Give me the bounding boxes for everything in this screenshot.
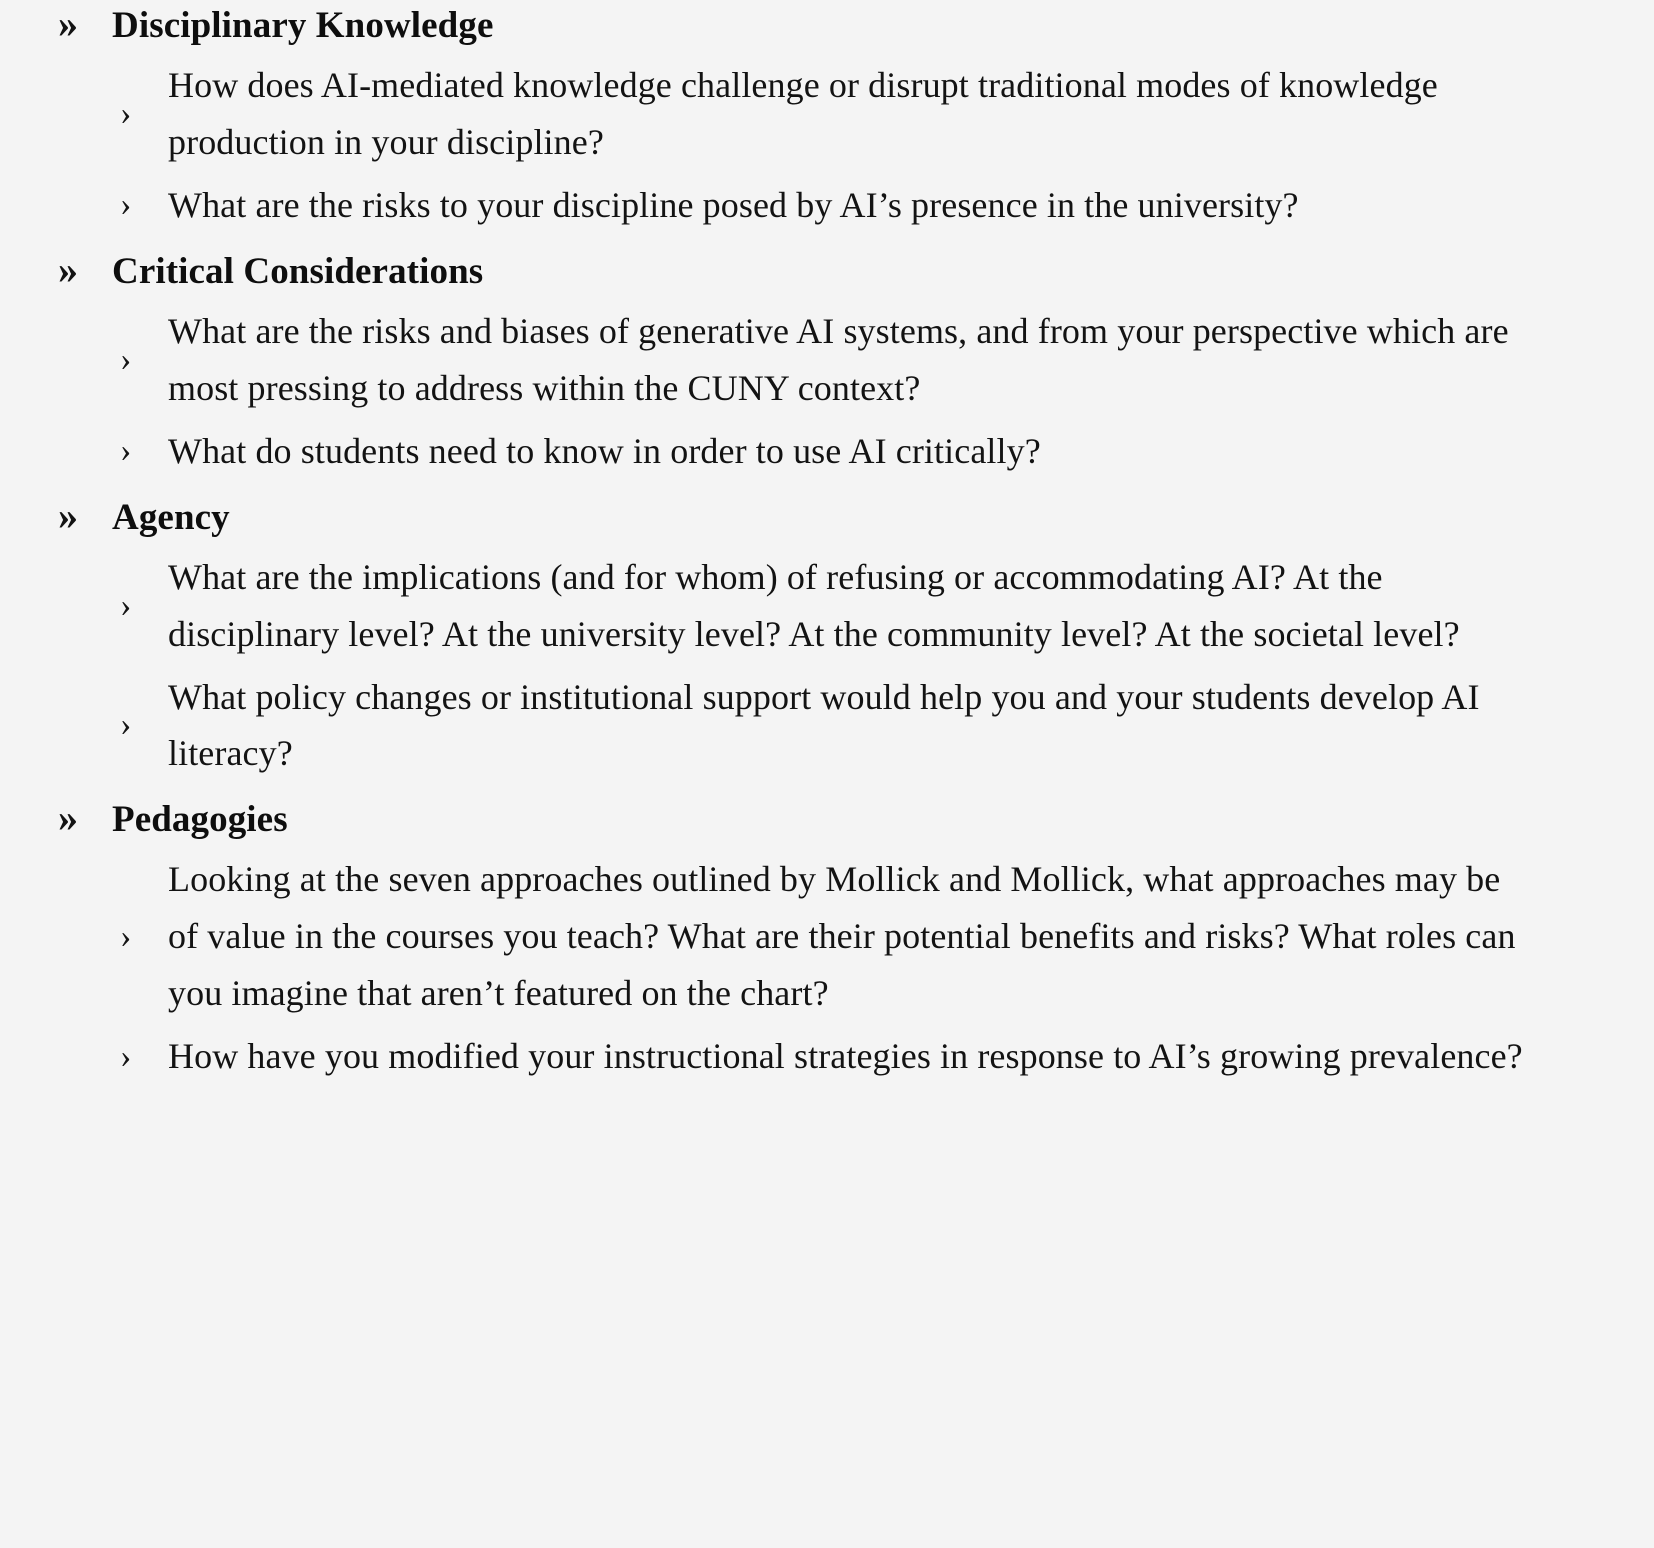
outline-question-item xyxy=(0,669,1654,783)
outline-group-title: Agency xyxy=(112,496,230,538)
double-chevron-icon: » xyxy=(58,795,77,841)
double-chevron-icon: » xyxy=(58,1,77,46)
outline-question-text: What policy changes or institutional support would help you and your students develop AI literacy? xyxy=(168,676,1480,774)
discussion-questions-outline xyxy=(0,1,1654,1085)
outline-group-title: Critical Considerations xyxy=(112,250,484,292)
outline-group xyxy=(0,795,1654,1085)
outline-group-title: Pedagogies xyxy=(112,799,288,841)
outline-group xyxy=(0,1,1654,234)
outline-question-text: What are the risks and biases of generative AI systems, and from your perspective which are most pressing to address within the CUNY context? xyxy=(168,310,1509,408)
outline-question-item xyxy=(0,423,1654,480)
outline-question-list xyxy=(0,851,1654,1085)
outline-question-item xyxy=(0,57,1654,171)
outline-question-item xyxy=(0,177,1654,234)
outline-group-heading xyxy=(0,492,1654,539)
double-chevron-icon: » xyxy=(58,492,77,538)
outline-question-list xyxy=(0,303,1654,480)
chevron-right-icon: › xyxy=(120,706,132,744)
outline-group-heading xyxy=(0,795,1654,841)
outline-question-text: What are the implications (and for whom) of refusing or accommodating AI? At the disciplinary level? At the university level? At the community level? At the societal level? xyxy=(168,556,1460,654)
outline-question-text: What are the risks to your discipline posed by AI’s presence in the university? xyxy=(168,184,1299,225)
outline-question-text: Looking at the seven approaches outlined by Mollick and Mollick, what approaches may be of value in the courses you teach? What are their potential benefits and risks? What roles can you imagine that aren’t featured on the chart? xyxy=(168,859,1516,1014)
outline-group xyxy=(0,246,1654,480)
chevron-right-icon: › xyxy=(120,95,132,133)
outline-question-item xyxy=(0,303,1654,417)
outline-question-text: What do students need to know in order to use AI critically? xyxy=(168,430,1041,471)
chevron-right-icon: › xyxy=(120,1037,132,1075)
outline-question-text: How does AI-mediated knowledge challenge or disrupt traditional modes of knowledge production in your discipline? xyxy=(168,65,1438,163)
outline-question-item xyxy=(0,851,1654,1022)
outline-question-list xyxy=(0,57,1654,234)
outline-question-list xyxy=(0,549,1654,783)
outline-question-text: How have you modified your instructional strategies in response to AI’s growing prevalence? xyxy=(168,1036,1523,1077)
chevron-right-icon: › xyxy=(120,340,132,378)
chevron-right-icon: › xyxy=(120,186,132,224)
chevron-right-icon: › xyxy=(120,432,132,470)
double-chevron-icon: » xyxy=(58,246,77,292)
outline-question-item xyxy=(0,1028,1654,1085)
chevron-right-icon: › xyxy=(120,586,132,624)
outline-group xyxy=(0,492,1654,783)
outline-group-heading xyxy=(0,246,1654,293)
outline-group-heading xyxy=(0,1,1654,47)
outline-group-title: Disciplinary Knowledge xyxy=(112,5,494,46)
outline-question-item xyxy=(0,549,1654,663)
chevron-right-icon: › xyxy=(120,917,132,955)
